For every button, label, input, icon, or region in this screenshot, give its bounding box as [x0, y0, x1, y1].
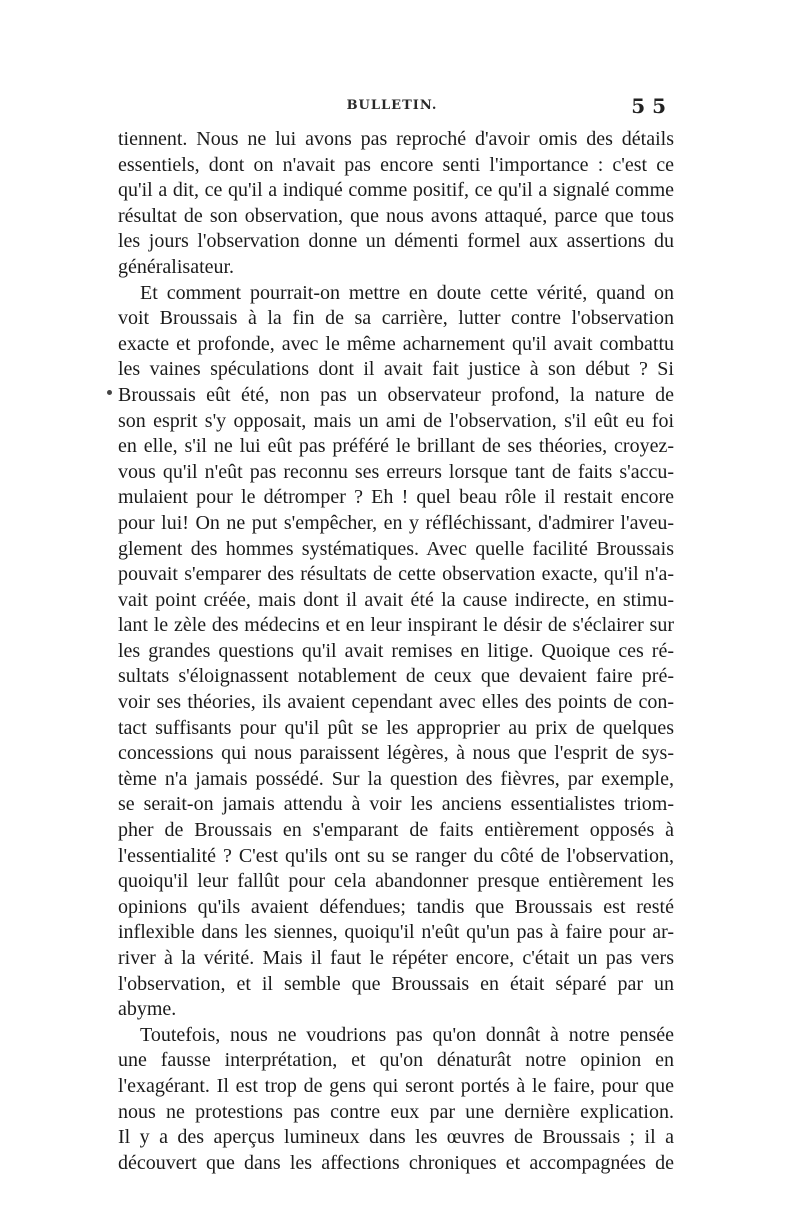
- text-line: Broussais eût été, non pas un observateur profond, la nature de: [118, 383, 674, 406]
- page-header: [118, 96, 666, 126]
- paragraph-1: [118, 127, 674, 281]
- text-line: Et comment pourrait-on mettre en doute cette vérité, quand on: [140, 281, 674, 304]
- text-line: nous ne protestions pas contre eux par une dernière explication.: [118, 1100, 674, 1123]
- text-line: abyme.: [118, 998, 177, 1021]
- text-line: sultats s'éloignassent notablement de ceux que devaient faire pré-: [118, 665, 674, 688]
- text-line: pouvait s'emparer des résultats de cette observation exacte, qu'il n'a-: [118, 563, 674, 586]
- text-line: tème n'a jamais possédé. Sur la question des fièvres, par exemple,: [118, 767, 674, 790]
- page-number: 5 5: [631, 94, 666, 118]
- text-line: les jours l'observation donne un démenti formel aux assertions du: [118, 230, 674, 253]
- text-line: mulaient pour le détromper ? Eh ! quel beau rôle il restait encore: [118, 486, 674, 509]
- text-line: l'exagérant. Il est trop de gens qui seront portés à le faire, pour que: [118, 1074, 674, 1097]
- text-line: pher de Broussais en s'emparant de faits entièrement opposés à: [118, 819, 674, 842]
- text-line: l'observation, et il semble que Broussais en était séparé par un: [118, 972, 674, 995]
- text-line: son esprit s'y opposait, mais un ami de l'observation, s'il eût eu foi: [118, 409, 674, 432]
- text-line: tiennent. Nous ne lui avons pas reproché d'avoir omis des détails: [118, 128, 674, 150]
- text-line: essentiels, dont on n'avait pas encore senti l'importance : c'est ce: [118, 153, 674, 176]
- text-line: vous qu'il n'eût pas reconnu ses erreurs lorsque tant de faits s'accu-: [118, 460, 674, 483]
- text-line: lant le zèle des médecins et en leur inspirant le désir de s'éclairer sur: [118, 614, 674, 637]
- text-line: une fausse interprétation, et qu'on dénaturât notre opinion en: [118, 1049, 674, 1072]
- text-line: vait point créée, mais dont il avait été la cause indirecte, en stimu-: [118, 588, 674, 611]
- text-line: découvert que dans les affections chroniques et accompagnées de: [118, 1151, 674, 1174]
- text-line: voit Broussais à la fin de sa carrière, lutter contre l'observation: [118, 307, 674, 330]
- text-line: river à la vérité. Mais il faut le répéter encore, c'était un pas vers: [118, 947, 674, 969]
- text-line: l'essentialité ? C'est qu'ils ont su se ranger du côté de l'observation,: [118, 844, 674, 867]
- text-line: en elle, s'il ne lui eût pas préféré le brillant de ses théories, croyez-: [118, 435, 674, 458]
- paragraph-3: [118, 1023, 674, 1177]
- text-line: quoiqu'il leur fallût pour cela abandonner presque entièrement les: [118, 870, 674, 893]
- text-line: concessions qui nous paraissent légères, à nous que l'esprit de sys-: [118, 742, 674, 765]
- text-line: les vaines spéculations dont il avait fait justice à son début ? Si: [118, 358, 674, 381]
- text-line: Il y a des aperçus lumineux dans les œuvres de Broussais ; il a: [118, 1126, 674, 1149]
- running-head: BULLETIN.: [346, 98, 438, 113]
- text-line: tact suffisants pour qu'il pût se les approprier au prix de quelques: [118, 716, 674, 739]
- text-line: pour lui! On ne put s'empêcher, en y réfléchissant, d'admirer l'aveu-: [118, 511, 674, 534]
- text-line: exacte et profonde, avec le même acharnement qu'il avait combattu: [118, 332, 674, 355]
- body-text: [118, 127, 674, 1176]
- text-line: opinions qu'ils avaient défendues; tandis que Broussais est resté: [118, 895, 674, 918]
- text-line: inflexible dans les siennes, quoiqu'il n'eût qu'un pas à faire pour ar-: [118, 921, 674, 944]
- text-line: résultat de son observation, que nous avons attaqué, parce que tous: [118, 204, 674, 227]
- text-line: les grandes questions qu'il avait remises en litige. Quoique ces ré-: [118, 639, 674, 662]
- paragraph-2: [118, 281, 674, 1023]
- margin-mark: [107, 390, 112, 395]
- text-line: se serait-on jamais attendu à voir les anciens essentialistes triom-: [118, 793, 674, 816]
- text-line: voir ses théories, ils avaient cependant avec elles des points de con-: [118, 691, 674, 714]
- text-line: glement des hommes systématiques. Avec quelle facilité Broussais: [118, 537, 674, 560]
- text-line: Toutefois, nous ne voudrions pas qu'on donnât à notre pensée: [140, 1023, 674, 1046]
- text-line: qu'il a dit, ce qu'il a indiqué comme positif, ce qu'il a signalé comme: [118, 179, 674, 202]
- text-line: généralisateur.: [118, 255, 235, 278]
